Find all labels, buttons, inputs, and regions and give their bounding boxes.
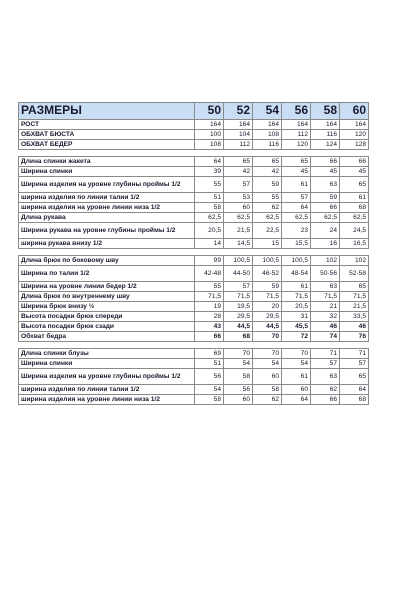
measurement-value: 64 — [340, 385, 369, 395]
measurement-value: 164 — [282, 120, 311, 130]
measurement-value: 42 — [253, 167, 282, 177]
measurement-value: 63 — [311, 282, 340, 292]
measurement-value: 116 — [311, 130, 340, 140]
measurement-label: Высота посадки брюк сзади — [19, 322, 195, 332]
measurement-value: 20 — [253, 302, 282, 312]
divider-cell — [340, 342, 369, 349]
divider-cell — [195, 249, 224, 256]
measurement-value: 62,5 — [311, 213, 340, 223]
measurement-value: 70 — [253, 349, 282, 359]
measurement-value: 21,5 — [340, 302, 369, 312]
measurement-row — [19, 193, 369, 203]
measurement-value: 55 — [253, 193, 282, 203]
measurement-row — [19, 239, 369, 249]
measurement-label: Ширина на уровне линии бедер 1/2 — [19, 282, 195, 292]
measurement-value: 61 — [282, 177, 311, 193]
measurement-value: 55 — [195, 177, 224, 193]
measurement-label: Ширина изделия на уровне глубины проймы 1/2 — [19, 177, 195, 193]
measurement-value: 164 — [340, 120, 369, 130]
measurement-value: 61 — [282, 369, 311, 385]
section-divider — [19, 249, 369, 256]
measurement-value: 24 — [311, 223, 340, 239]
measurement-value: 66 — [311, 203, 340, 213]
measurement-value: 63 — [311, 369, 340, 385]
measurement-value: 65 — [340, 282, 369, 292]
measurement-value: 29,5 — [224, 312, 253, 322]
measurement-value: 102 — [311, 256, 340, 266]
measurement-value: 100,5 — [253, 256, 282, 266]
measurement-row — [19, 177, 369, 193]
divider-cell — [282, 342, 311, 349]
measurement-value: 31 — [282, 312, 311, 322]
measurement-value: 70 — [282, 349, 311, 359]
measurement-value: 45 — [282, 167, 311, 177]
measurement-value: 68 — [340, 395, 369, 405]
measurement-value: 71,5 — [195, 292, 224, 302]
measurement-value: 50-56 — [311, 266, 340, 282]
measurement-value: 42 — [224, 167, 253, 177]
measurement-value: 28 — [195, 312, 224, 322]
measurement-value: 54 — [195, 385, 224, 395]
measurement-value: 23 — [282, 223, 311, 239]
divider-cell — [195, 150, 224, 157]
measurement-row — [19, 322, 369, 332]
measurement-value: 66 — [311, 395, 340, 405]
measurement-value: 52-58 — [340, 266, 369, 282]
measurement-value: 65 — [282, 157, 311, 167]
measurement-value: 104 — [224, 130, 253, 140]
divider-cell — [311, 150, 340, 157]
measurement-row — [19, 120, 369, 130]
measurement-value: 58 — [195, 203, 224, 213]
measurement-value: 69 — [195, 349, 224, 359]
measurement-value: 63 — [311, 177, 340, 193]
measurement-value: 42-48 — [195, 266, 224, 282]
measurement-row — [19, 359, 369, 369]
measurement-value: 20,5 — [195, 223, 224, 239]
measurement-label: ширина изделия по линии талии 1/2 — [19, 193, 195, 203]
measurement-value: 102 — [340, 256, 369, 266]
measurement-value: 120 — [340, 130, 369, 140]
measurement-value: 22,5 — [253, 223, 282, 239]
measurement-label: РОСТ — [19, 120, 195, 130]
measurement-value: 70 — [253, 332, 282, 342]
measurement-value: 16,5 — [340, 239, 369, 249]
measurement-label: Длина брюк по внутреннему шву — [19, 292, 195, 302]
measurement-label: ширина рукава внизу 1/2 — [19, 239, 195, 249]
measurement-value: 15 — [253, 239, 282, 249]
measurement-value: 44-50 — [224, 266, 253, 282]
measurement-row — [19, 140, 369, 150]
measurement-row — [19, 157, 369, 167]
measurement-value: 54 — [224, 359, 253, 369]
measurement-label: Длина брюк по боковому шву — [19, 256, 195, 266]
measurement-value: 64 — [195, 157, 224, 167]
measurement-value: 46 — [340, 322, 369, 332]
measurement-row — [19, 312, 369, 322]
measurement-value: 16 — [311, 239, 340, 249]
measurement-row — [19, 223, 369, 239]
measurement-value: 120 — [282, 140, 311, 150]
measurement-value: 33,5 — [340, 312, 369, 322]
measurement-value: 57 — [282, 193, 311, 203]
measurement-value: 56 — [224, 385, 253, 395]
measurement-label: Длина рукава — [19, 213, 195, 223]
measurement-value: 21,5 — [224, 223, 253, 239]
divider-cell — [253, 342, 282, 349]
measurement-value: 14 — [195, 239, 224, 249]
measurement-value: 57 — [311, 359, 340, 369]
measurement-row — [19, 213, 369, 223]
measurement-value: 14,5 — [224, 239, 253, 249]
measurement-row — [19, 266, 369, 282]
measurement-value: 59 — [253, 282, 282, 292]
size-column-header: 54 — [253, 103, 282, 120]
measurement-value: 65 — [224, 157, 253, 167]
measurement-value: 59 — [311, 193, 340, 203]
measurement-value: 32 — [311, 312, 340, 322]
measurement-value: 45 — [340, 167, 369, 177]
measurement-value: 112 — [282, 130, 311, 140]
measurement-value: 54 — [282, 359, 311, 369]
measurement-value: 68 — [224, 332, 253, 342]
measurement-value: 20,5 — [282, 302, 311, 312]
divider-cell — [224, 342, 253, 349]
section-divider — [19, 342, 369, 349]
measurement-label: Ширина спинки — [19, 359, 195, 369]
measurement-value: 62 — [253, 395, 282, 405]
measurement-value: 58 — [253, 385, 282, 395]
measurement-value: 74 — [311, 332, 340, 342]
section-divider — [19, 150, 369, 157]
size-header-row — [19, 103, 369, 120]
measurement-value: 100 — [195, 130, 224, 140]
measurement-value: 54 — [253, 359, 282, 369]
measurement-row — [19, 302, 369, 312]
measurement-value: 100,5 — [224, 256, 253, 266]
measurement-value: 45,5 — [282, 322, 311, 332]
measurement-value: 39 — [195, 167, 224, 177]
measurement-label: Ширина рукава на уровне глубины проймы 1/2 — [19, 223, 195, 239]
measurement-value: 44,5 — [253, 322, 282, 332]
measurement-row — [19, 332, 369, 342]
measurement-value: 57 — [224, 177, 253, 193]
size-column-header: 56 — [282, 103, 311, 120]
measurement-row — [19, 385, 369, 395]
measurement-row — [19, 395, 369, 405]
measurement-row — [19, 282, 369, 292]
measurement-value: 71,5 — [311, 292, 340, 302]
measurement-label: ширина изделия на уровне линии низа 1/2 — [19, 395, 195, 405]
measurement-value: 60 — [224, 395, 253, 405]
measurement-value: 65 — [253, 157, 282, 167]
measurement-value: 57 — [224, 282, 253, 292]
measurement-value: 68 — [340, 203, 369, 213]
measurement-value: 43 — [195, 322, 224, 332]
measurement-value: 66 — [340, 157, 369, 167]
measurement-value: 61 — [282, 282, 311, 292]
measurement-value: 65 — [340, 369, 369, 385]
measurement-label: Ширина по талии 1/2 — [19, 266, 195, 282]
measurement-value: 112 — [224, 140, 253, 150]
measurement-value: 71,5 — [282, 292, 311, 302]
measurement-value: 64 — [282, 203, 311, 213]
measurement-value: 116 — [253, 140, 282, 150]
divider-cell — [19, 150, 195, 157]
measurement-value: 29,5 — [253, 312, 282, 322]
measurement-row — [19, 167, 369, 177]
divider-cell — [311, 342, 340, 349]
measurement-value: 62,5 — [282, 213, 311, 223]
measurement-value: 51 — [195, 359, 224, 369]
measurement-row — [19, 369, 369, 385]
measurement-row — [19, 292, 369, 302]
divider-cell — [19, 249, 195, 256]
divider-cell — [282, 150, 311, 157]
measurement-value: 108 — [253, 130, 282, 140]
measurement-label: Ширина спинки — [19, 167, 195, 177]
measurement-value: 60 — [224, 203, 253, 213]
divider-cell — [19, 342, 195, 349]
measurement-value: 46-52 — [253, 266, 282, 282]
measurement-row — [19, 130, 369, 140]
measurement-label: Высота посадки брюк спереди — [19, 312, 195, 322]
measurement-value: 55 — [195, 282, 224, 292]
measurement-value: 56 — [195, 369, 224, 385]
measurement-label: ширина изделия на уровне линии низа 1/2 — [19, 203, 195, 213]
measurement-value: 44,5 — [224, 322, 253, 332]
measurement-value: 71,5 — [253, 292, 282, 302]
measurement-value: 76 — [340, 332, 369, 342]
measurement-value: 60 — [282, 385, 311, 395]
measurement-value: 57 — [340, 359, 369, 369]
measurement-value: 62,5 — [195, 213, 224, 223]
size-column-header: 58 — [311, 103, 340, 120]
size-column-header: 60 — [340, 103, 369, 120]
measurement-value: 65 — [340, 177, 369, 193]
measurement-value: 70 — [224, 349, 253, 359]
size-column-header: 52 — [224, 103, 253, 120]
measurement-value: 164 — [195, 120, 224, 130]
measurement-value: 99 — [195, 256, 224, 266]
size-column-header: 50 — [195, 103, 224, 120]
measurement-value: 62,5 — [340, 213, 369, 223]
measurement-value: 71,5 — [340, 292, 369, 302]
measurement-value: 61 — [340, 193, 369, 203]
measurement-value: 62,5 — [224, 213, 253, 223]
measurement-value: 60 — [253, 369, 282, 385]
divider-cell — [224, 150, 253, 157]
measurement-value: 62,5 — [253, 213, 282, 223]
measurement-value: 58 — [195, 395, 224, 405]
measurement-label: Обхват бедра — [19, 332, 195, 342]
measurement-value: 128 — [340, 140, 369, 150]
measurement-value: 48-54 — [282, 266, 311, 282]
divider-cell — [224, 249, 253, 256]
divider-cell — [282, 249, 311, 256]
divider-cell — [340, 249, 369, 256]
measurement-label: ОБХВАТ БЕДЕР — [19, 140, 195, 150]
measurement-value: 66 — [195, 332, 224, 342]
measurement-value: 51 — [195, 193, 224, 203]
measurement-value: 19 — [195, 302, 224, 312]
divider-cell — [311, 249, 340, 256]
measurement-value: 66 — [311, 157, 340, 167]
header-label: РАЗМЕРЫ — [19, 103, 195, 120]
measurement-value: 108 — [195, 140, 224, 150]
measurement-value: 71 — [340, 349, 369, 359]
measurement-value: 62 — [253, 203, 282, 213]
measurement-value: 124 — [311, 140, 340, 150]
divider-cell — [253, 249, 282, 256]
measurement-label: ОБХВАТ БЮСТА — [19, 130, 195, 140]
measurement-label: Длина спинки блузы — [19, 349, 195, 359]
size-chart-table — [18, 102, 369, 405]
divider-cell — [340, 150, 369, 157]
measurement-value: 164 — [224, 120, 253, 130]
measurement-value: 164 — [253, 120, 282, 130]
measurement-label: Длина спинки жакета — [19, 157, 195, 167]
measurement-value: 164 — [311, 120, 340, 130]
divider-cell — [253, 150, 282, 157]
measurement-row — [19, 349, 369, 359]
measurement-value: 71 — [311, 349, 340, 359]
measurement-value: 15,5 — [282, 239, 311, 249]
divider-cell — [195, 342, 224, 349]
measurement-row — [19, 256, 369, 266]
measurement-value: 72 — [282, 332, 311, 342]
measurement-value: 19,5 — [224, 302, 253, 312]
measurement-value: 21 — [311, 302, 340, 312]
measurement-row — [19, 203, 369, 213]
measurement-value: 62 — [311, 385, 340, 395]
measurement-value: 71,5 — [224, 292, 253, 302]
measurement-value: 64 — [282, 395, 311, 405]
measurement-label: Ширина изделия на уровне глубины проймы 1/2 — [19, 369, 195, 385]
measurement-value: 46 — [311, 322, 340, 332]
measurement-label: Ширина брюк внизу ½ — [19, 302, 195, 312]
measurement-value: 53 — [224, 193, 253, 203]
measurement-value: 59 — [253, 177, 282, 193]
measurement-label: ширина изделия по линии талии 1/2 — [19, 385, 195, 395]
measurement-value: 45 — [311, 167, 340, 177]
measurement-value: 58 — [224, 369, 253, 385]
measurement-value: 24,5 — [340, 223, 369, 239]
measurement-value: 100,5 — [282, 256, 311, 266]
